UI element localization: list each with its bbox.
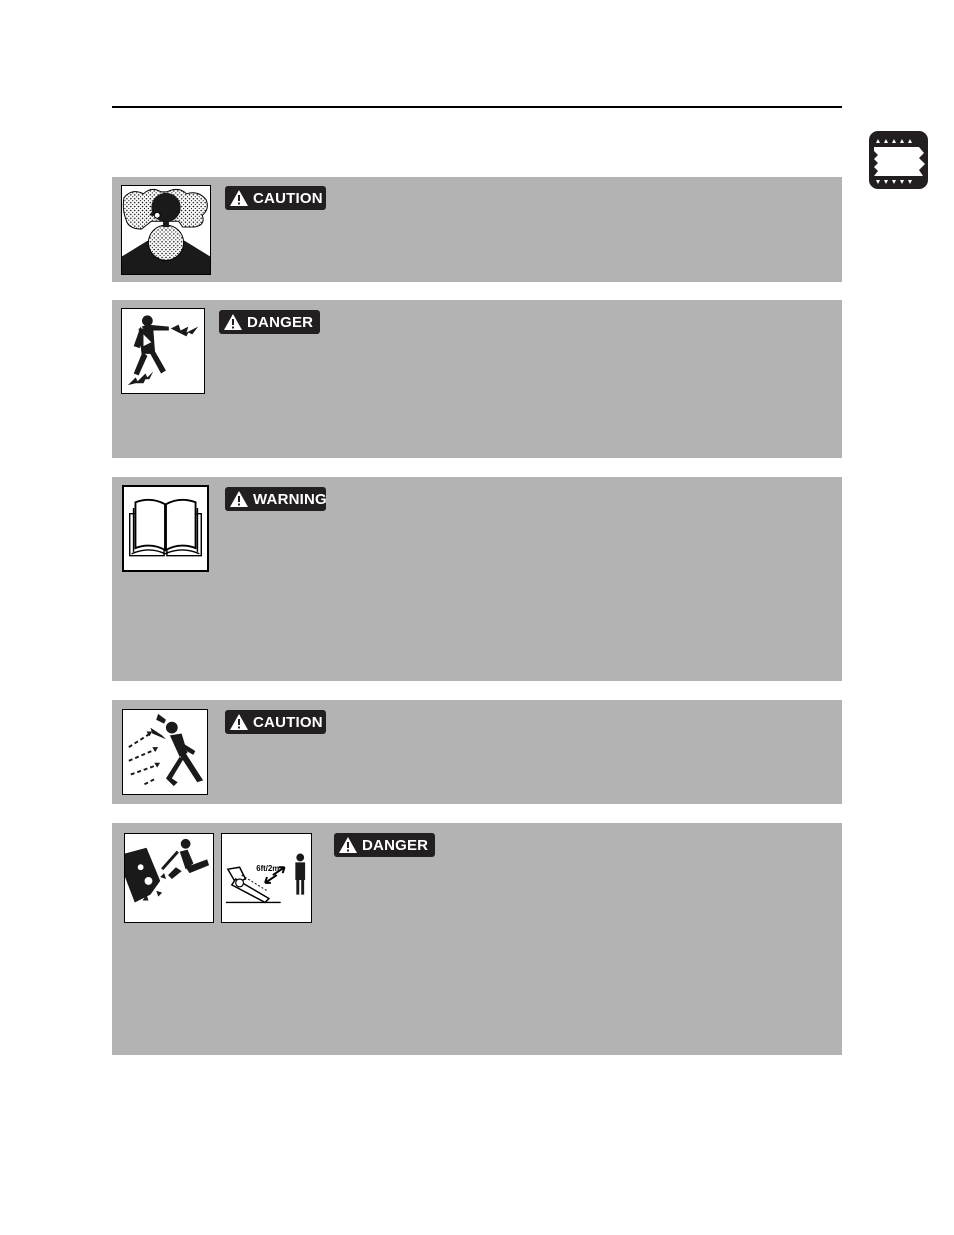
caution-panel-debris xyxy=(112,700,842,804)
warning-triangle-icon xyxy=(229,490,249,508)
clearance-distance-label: 6ft/2m xyxy=(256,864,280,874)
signal-word: DANGER xyxy=(247,313,314,331)
danger-panel-electric xyxy=(112,300,842,458)
signal-word: CAUTION xyxy=(253,189,323,207)
signal-word: CAUTION xyxy=(253,713,323,731)
danger-panel-chain xyxy=(112,823,842,1055)
caution-panel-inhalation xyxy=(112,177,842,282)
inhalation-hazard-icon xyxy=(121,185,211,275)
warning-badge xyxy=(225,487,326,511)
read-manual-icon xyxy=(122,485,209,572)
warning-triangle-icon xyxy=(338,836,358,854)
caution-badge xyxy=(225,710,326,734)
warning-triangle-icon xyxy=(229,189,249,207)
flying-debris-icon xyxy=(122,709,208,795)
electric-shock-icon xyxy=(121,308,205,394)
chain-entanglement-icon xyxy=(124,833,214,923)
chapter-tab-icon xyxy=(869,131,928,189)
signal-word: WARNING xyxy=(253,490,327,508)
signal-word: DANGER xyxy=(362,836,429,854)
warning-triangle-icon xyxy=(223,313,243,331)
top-rule xyxy=(112,106,842,108)
danger-badge xyxy=(334,833,435,857)
danger-badge xyxy=(219,310,320,334)
keep-clear-distance-icon xyxy=(221,833,312,923)
warning-panel-manual xyxy=(112,477,842,681)
warning-triangle-icon xyxy=(229,713,249,731)
caution-badge xyxy=(225,186,326,210)
